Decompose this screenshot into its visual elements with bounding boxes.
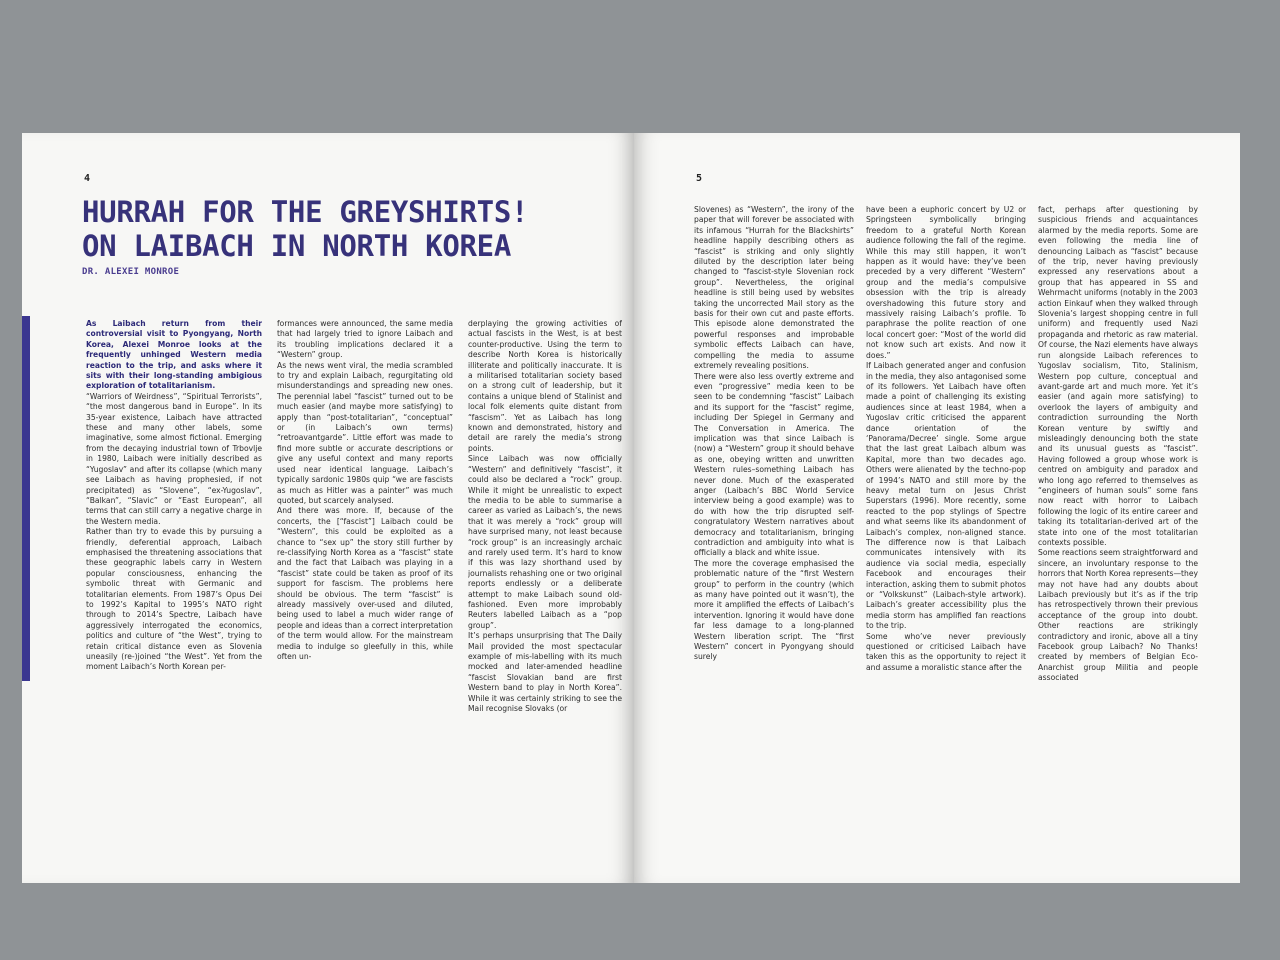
paragraph: If Laibach generated anger and confusion in the media, they also antagonised some of its followers. Yet Laibach have often made a point of challenging its existing audiences since at least 1984, when a Yugoslav critic criticised the apparent dance orientation of the ‘Panorama/Decree’ single. Some argue that the last great Laibach album was Kapital, more than two decades ago. Others were alienated by the techno-pop of 1994’s NATO and still more by the heavy metal turn on Jesus Christ Superstars (1996). More recently, some reacted to the pop stylings of Spectre and what seems like its abandonment of Laibach’s complex, non-aligned stance. The difference now is that Laibach communicates intensively with its audience via social media, especially Facebook and encourages their interaction, asking them to submit photos or “Volkskunst” (Laibach-style artwork). Laibach’s greater accessibility plus the media storm has amplified fan reactions to the trip.: [866, 361, 1026, 631]
title-line-2: ON LAIBACH IN NORTH KOREA: [82, 229, 511, 263]
paragraph: Rather than try to evade this by pursuing a friendly, deferential approach, Laibach emphasised the threatening associations that these geographic labels carry in Western popular consciousness, enhancing the symbolic threat with Germanic and totalitarian elements. From 1987’s Opus Dei to 1992’s Kapital to 1995’s NATO right through to 2014’s Spectre, Laibach have aggressively interrogated the economics, politics and culture of “the West”, trying to retain critical distance even as Slovenia uneasily (re-)joined “the West”. Yet from the moment Laibach’s North Korean per-: [86, 527, 262, 672]
paragraph: The more the coverage emphasised the problematic nature of the “first Western group” to perform in the country (which as many have pointed out it wasn’t), the more it amplified the effects of Laibach’s intervention. Ignoring it would have done far less damage to a long-planned Western liberation script. The “first Western” concert in Pyongyang should surely: [694, 558, 854, 662]
paragraph: And there was more. If, because of the concerts, the [“fascist”] Laibach could be “Western”, this could be exploited as a chance to “sex up” the story still further by re-classifying North Korea as a “fascist” state and the fact that Laibach was playing in a “fascist” state could be taken as proof of its support for fascism. The problems here should be obvious. The term “fascist” is already massively over-used and diluted, being used to label a much wider range of people and ideas than a correct interpretation of the term would allow. For the mainstream media to indulge so gleefully in this, while often un-: [277, 506, 453, 661]
article-title: [82, 195, 622, 263]
paragraph: It’s perhaps unsurprising that The Daily Mail provided the most spectacular example of mis-labelling with its much mocked and later-amended headline “fascist Slovakian band are first Western band to play in North Korea”. While it was certainly striking to see the Mail recognise Slovaks (or: [468, 631, 622, 714]
left-page: [22, 133, 634, 883]
paragraph: Since Laibach was now officially “Western” and definitively “fascist”, it could also be declared a “rock” group. While it might be unrealistic to expect the media to be able to summarise a career as varied as Laibach’s, the news that it was merely a “rock” group will have surprised many, not least because “rock group” is an increasingly archaic and rarely used term. It’s hard to know if this was lazy shorthand used by journalists rehashing one or two original reports endlessly or a deliberate attempt to make Laibach sound old-fashioned. Even more improbably Reuters labelled Laibach as a “pop group”.: [468, 454, 622, 630]
title-line-1: HURRAH FOR THE GREYSHIRTS!: [82, 195, 529, 229]
paragraph: formances were announced, the same media that had largely tried to ignore Laibach and its troubling implications declared it a “Western” group.: [277, 319, 453, 360]
paragraph: There were also less overtly extreme and even “progressive” media keen to be seen to be condemning “fascist” Laibach and its support for the “fascist” regime, including Der Spiegel in Germany and The Conversation in America. The implication was that since Laibach is (now) a “Western” group it should behave as one, obeying written and unwritten Western rules–something Laibach has never done. Much of the exasperated anger (Laibach’s BBC World Service interview being a good example) was to do with how the trip disrupted self-congratulatory Western narratives about democracy and totalitarianism, bringing contradiction and ambiguity into what is officially a black and white issue.: [694, 371, 854, 558]
text-column-3: [468, 319, 622, 867]
article-author: DR. ALEXEI MONROE: [82, 267, 180, 277]
text-column-3: [1038, 205, 1198, 865]
paragraph: derplaying the growing activities of actual fascists in the West, is at best counter-productive. Using the term to describe North Korea is historically illiterate and politically inaccurate. It is a militarised totalitarian society based on a strong cult of leadership, but it contains a unique blend of Stalinist and local folk elements quite distant from “fascism”. Yet as Laibach has long known and demonstrated, history and detail are rarely the media’s strong points.: [468, 319, 622, 453]
text-column-1: [694, 205, 854, 865]
paragraph: Slovenes) as “Western”, the irony of the paper that will forever be associated with its infamous “Hurrah for the Blackshirts” headline happily describing others as “fascist” is striking and only slightly diluted by the description later being changed to “fascist-style Slovenian rock group”. Nevertheless, the original headline is still being used by websites taking the uncorrected Mail story as the basis for their own cut and paste efforts. This episode alone demonstrated the powerful responses and improbable symbolic effects Laibach can have, compelling the media to assume extremely revealing positions.: [694, 205, 854, 371]
paragraph: “Warriors of Weirdness”, “Spiritual Terrorists”, “the most dangerous band in Europe”. In its 35-year existence, Laibach have attracted these and many other labels, some imaginative, some almost fictional. Emerging from the decaying industrial town of Trbovlje in 1980, Laibach were initially described as “Yugoslav” and after its collapse (which many see Laibach as having prophesied, if not precipitated) as “Slovene”, “ex-Yugoslav”, “Balkan”, “Slavic” or “East European”, all terms that can still carry a negative charge in the Western media.: [86, 391, 262, 526]
magazine-spread: [22, 133, 1240, 883]
lead-paragraph: As Laibach return from their controversial visit to Pyongyang, North Korea, Alexei Monroe looks at the frequently unhinged Western media reaction to the trip, and asks where it sits with their long-standing ambigious exploration of totalitarianism.: [86, 319, 262, 391]
page-number: 4: [84, 173, 91, 184]
paragraph: have been a euphoric concert by U2 or Springsteen symbolically bringing freedom to a grateful North Korean audience following the fall of the regime. While this may still happen, it won’t happen as it would have: they’ve been preceded by a very different “Western” group and the media’s compulsive obsession with the trip is already overshadowing this future story and massively raising Laibach’s profile. To paraphrase the polite reaction of one local concert goer: “Most of the world did not know such art exists. And now it does.”: [866, 205, 1026, 360]
page-number: 5: [696, 173, 703, 184]
text-column-1: [86, 319, 262, 867]
paragraph: Some reactions seem straightforward and sincere, an involuntary response to the horrors that North Korea represents—they may not have had any doubts about Laibach previously but it’s as if the trip has retrospectively thrown their previous acceptance of the group into doubt. Other reactions are strikingly contradictory and ironic, above all a tiny Facebook group Laibach? No Thanks! created by members of Belgian Eco-Anarchist group Militia and people associated: [1038, 548, 1198, 683]
paragraph: Some who’ve never previously questioned or criticised Laibach have taken this as the opportunity to reject it and assume a moralistic stance after the: [866, 631, 1026, 672]
text-column-2: [277, 319, 453, 867]
paragraph: As the news went viral, the media scrambled to try and explain Laibach, regurgitating old misunderstandings and spreading new ones. The perennial label “fascist” turned out to be much easier (and maybe more satisfying) to apply than “post-totalitarian”, “conceptual” or (in Laibach’s own terms) “retroavantgarde”. Little effort was made to find more subtle or accurate descriptions or give any useful context and many reports used near identical language. Laibach’s typically sardonic 1980s quip “we are fascists as much as Hitler was a painter” was much quoted, but scarcely analysed.: [277, 360, 453, 505]
accent-bar: [22, 316, 30, 681]
paragraph: fact, perhaps after questioning by suspicious friends and acquaintances alarmed by the media reports. Some are even following the media line of denouncing Laibach as “fascist” because of the trip, never having previously expressed any reservations about a group that has appeared in SS and Wehrmacht uniforms (notably in the 2003 action Einkauf when they walked through Slovenia’s largest shopping centre in full uniform) and frequently used Nazi propaganda and rhetoric as raw material. Of course, the Nazi elements have always run alongside Laibach references to Yugoslav socialism, Tito, Stalinism, Western pop culture, conceptual and avant-garde art and much more. Yet it’s easier (and again more satisfying) to overlook the layers of ambiguity and contradiction surrounding the North Korean venture by swiftly and misleadingly denouncing both the state and its unusual guests as “fascist”. Having followed a group whose work is centred on ambiguity and paradox and who long ago referred to themselves as “engineers of human souls” some fans now react with horror to Laibach following the logic of its entire career and taking its totalitarian-derived art of the state into one of the most totalitarian contexts possible.: [1038, 205, 1198, 547]
text-column-2: [866, 205, 1026, 865]
right-page: [634, 133, 1240, 883]
